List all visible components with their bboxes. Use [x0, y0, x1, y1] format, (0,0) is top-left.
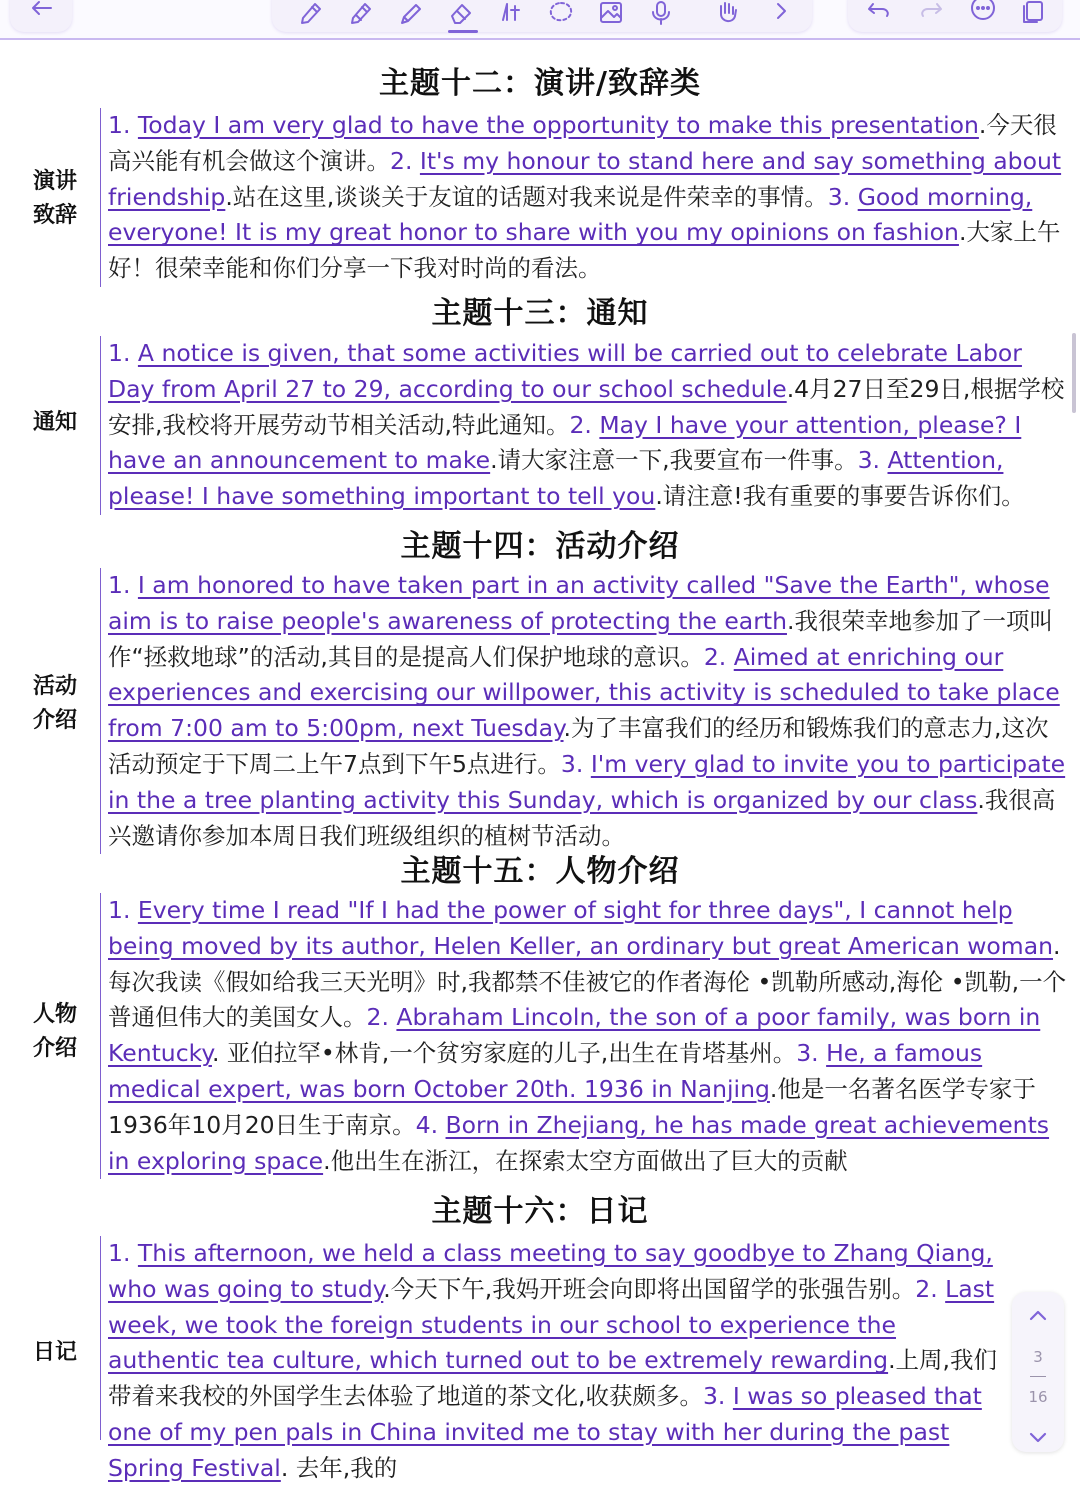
more-icon[interactable]	[966, 0, 1000, 28]
item-number: 2.	[366, 1003, 397, 1032]
english-sentence: May I have your attention, please? I have an announcement to make	[108, 410, 1022, 475]
section-title: 主题十二：演讲/致辞类	[379, 66, 701, 101]
microphone-icon[interactable]	[644, 0, 678, 28]
active-tool-indicator	[448, 30, 478, 33]
back-arrow-icon[interactable]	[24, 0, 58, 28]
item-number: 3.	[857, 446, 888, 475]
total-page-count: 16	[1028, 1388, 1048, 1406]
chinese-translation: .他出生在浙江，在探索太空方面做出了巨大的贡献	[323, 1146, 848, 1175]
english-sentence: I'm very glad to invite you to participate in the a tree planting activity this Sunday, which is organized by our class	[108, 749, 1066, 814]
page-navigator	[1012, 1292, 1064, 1452]
chinese-translation: .上周,我们带着来我校的外国学生去体验了地道的茶文化,收获颇多。	[108, 1346, 998, 1411]
item-number: 3.	[796, 1039, 827, 1068]
item-number: 1.	[108, 111, 138, 139]
section-label: 活动 介绍	[32, 674, 77, 733]
item-number: 3.	[560, 749, 591, 778]
eraser-icon[interactable]	[444, 0, 478, 28]
english-sentence: Aimed at enriching our experiences and exercising our willpower, this activity is scheduled to take place from 7:00 am to 5:00pm, next Tuesday	[108, 642, 1060, 743]
item-number: 2.	[390, 146, 420, 175]
lasso-icon[interactable]	[544, 0, 578, 28]
undo-icon[interactable]	[862, 0, 896, 28]
chevron-down-icon[interactable]	[1025, 1427, 1051, 1447]
action-group	[848, 0, 1062, 32]
marker-icon[interactable]	[394, 0, 428, 28]
tool-group	[272, 0, 812, 32]
pen-icon[interactable]	[294, 0, 328, 28]
item-number: 2.	[915, 1274, 946, 1303]
back-group	[10, 0, 72, 32]
copy-icon[interactable]	[1016, 0, 1050, 28]
item-number: 1.	[108, 571, 138, 599]
image-icon[interactable]	[594, 0, 628, 28]
highlighter-pen-icon[interactable]	[344, 0, 378, 28]
chinese-translation: .大家上午好！很荣幸能和你们分享一下我对时尚的看法。	[108, 218, 1061, 283]
chinese-translation: .请大家注意一下,我要宣布一件事。	[490, 446, 858, 475]
english-sentence: He, a famous medical expert, was born October 20th. 1936 in Nanjing	[108, 1039, 983, 1103]
text-tool-icon[interactable]	[494, 0, 528, 28]
chinese-translation: . 去年,我的	[280, 1453, 398, 1482]
english-sentence: I was so pleased that one of my pen pals in China invited me to stay with her during the past Spring Festival	[108, 1382, 982, 1482]
section-title: 主题十三：通知	[431, 296, 649, 331]
item-number: 2.	[703, 642, 734, 671]
section-body	[100, 568, 1068, 854]
item-number: 1.	[108, 1239, 138, 1267]
section-title: 主题十六：日记	[431, 1194, 649, 1229]
top-toolbar	[0, 0, 1080, 40]
chevron-up-icon[interactable]	[1025, 1306, 1051, 1326]
section-title: 主题十五：人物介绍	[400, 854, 680, 889]
chinese-translation: . 亚伯拉罕•林肯,一个贫穷家庭的儿子,出生在肯塔基州。	[211, 1039, 797, 1068]
english-sentence: Abraham Lincoln, the son of a poor family, was born in Kentucky	[108, 1003, 1041, 1068]
english-sentence: Attention, please! I have something important to tell you	[108, 446, 1004, 511]
english-sentence: I am honored to have taken part in an activity called "Save the Earth", whose aim is to raise people's awareness of protecting the earth	[108, 571, 1050, 635]
chinese-translation: .为了丰富我们的经历和锻炼我们的意志力,这次活动预定于下周二上午7点到下午5点进行。	[108, 714, 1049, 778]
page-divider	[1030, 1376, 1046, 1377]
redo-icon[interactable]	[914, 0, 948, 28]
section-body	[100, 108, 1068, 287]
chinese-translation: .他是一名著名医学专家于1936年10月20日生于南京。	[108, 1074, 1036, 1139]
english-sentence: Today I am very glad to have the opportunity to make this presentation	[137, 111, 979, 139]
english-sentence: A notice is given, that some activities will be carried out to celebrate Labor Day from April 27 to 29, according to our school schedule	[108, 339, 1022, 403]
item-number: 3.	[827, 182, 858, 211]
section-body	[100, 893, 1068, 1179]
english-sentence: Good morning, everyone! It is my great honor to share with you my opinions on fashion	[108, 182, 1033, 247]
item-number: 2.	[569, 410, 600, 439]
english-sentence: Every time I read "If I had the power of sight for three days", I cannot help being moved by its author, Helen Keller, an ordinary but great American woman	[108, 896, 1053, 960]
chinese-translation: .今天下午,我妈开班会向即将出国留学的张强告别。	[383, 1274, 916, 1303]
item-number: 3.	[702, 1382, 733, 1411]
item-number: 4.	[415, 1110, 446, 1139]
section-title: 主题十四：活动介绍	[400, 529, 680, 564]
chinese-translation: .我很荣幸地参加了一项叫作“拯救地球”的活动,其目的是提高人们保护地球的意识。	[108, 606, 1053, 671]
section-label: 通知	[32, 410, 77, 435]
chinese-translation: .每次我读《假如给我三天光明》时,我都禁不佳被它的作者海伦 •凯勒所感动,海伦 •凯勒,一个普通但伟大的美国女人。	[108, 931, 1067, 1032]
english-sentence: This afternoon, we held a class meeting to say goodbye to Zhang Qiang, who was going to study	[108, 1239, 993, 1303]
section-body	[100, 336, 1068, 515]
section-label: 日记	[32, 1340, 77, 1365]
chinese-translation: .请注意!我有重要的事要告诉你们。	[655, 482, 1025, 511]
section-label: 人物 介绍	[32, 1002, 77, 1061]
section-label: 演讲 致辞	[32, 169, 77, 228]
hand-icon[interactable]	[710, 0, 744, 28]
item-number: 1.	[108, 896, 138, 924]
section-body	[100, 1236, 1013, 1482]
current-page-number: 3	[1033, 1348, 1043, 1366]
chevron-right-icon[interactable]	[764, 0, 798, 28]
chinese-translation: .4月27日至29日,根据学校安排,我校将开展劳动节相关活动,特此通知。	[108, 374, 1065, 439]
scrollbar-thumb[interactable]	[1072, 333, 1076, 413]
item-number: 1.	[108, 339, 138, 367]
english-sentence: Born in Zhejiang, he has made great achievements in exploring space	[108, 1110, 1050, 1175]
chinese-translation: .站在这里,谈谈关于友谊的话题对我来说是件荣幸的事情。	[225, 182, 828, 211]
english-sentence: Last week, we took the foreign students in our school to experience the authentic tea culture, which turned out to be extremely rewarding	[108, 1274, 995, 1375]
chinese-translation: .我很高兴邀请你参加本周日我们班级组织的植树节活动。	[108, 785, 1056, 850]
english-sentence: It's my honour to stand here and say something about friendship	[108, 146, 1062, 211]
chinese-translation: .今天很高兴能有机会做这个演讲。	[108, 111, 1057, 175]
